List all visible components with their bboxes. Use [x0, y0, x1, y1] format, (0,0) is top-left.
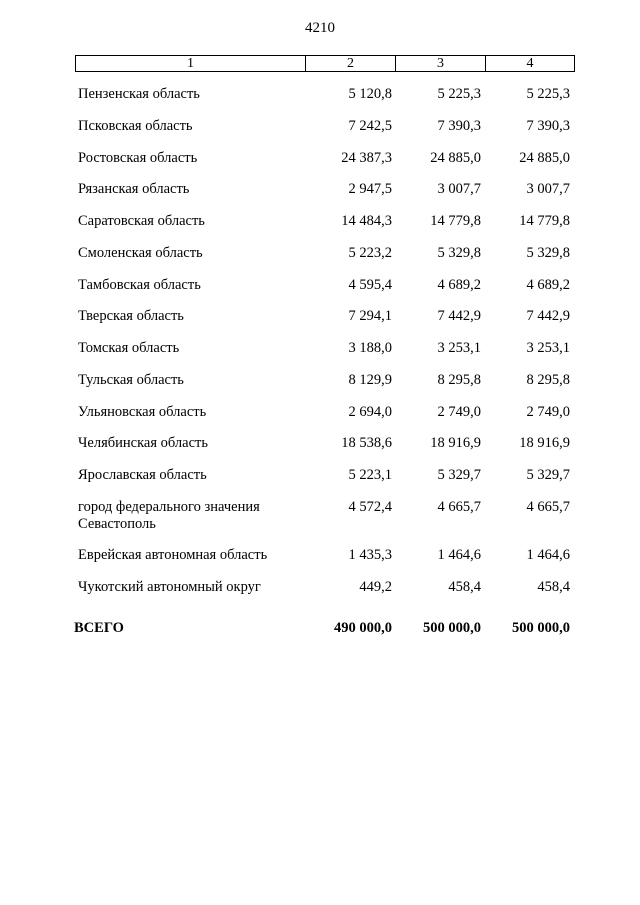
header-col-2: 2: [306, 56, 396, 71]
value-col-4: 2 749,0: [526, 403, 570, 420]
region-name: Ростовская область: [78, 149, 198, 166]
value-col-2: 14 484,3: [341, 213, 392, 229]
value-col-2: 3 188,0: [348, 340, 392, 356]
table-row: [0, 340, 640, 372]
table-row: [0, 308, 640, 340]
value-col-4: 4 665,7: [526, 498, 570, 515]
total-col-2: 490 000,0: [334, 620, 392, 636]
value-col-2: 1 435,3: [348, 546, 392, 563]
region-name: Тверская область: [78, 308, 184, 325]
value-col-2: 8 129,9: [348, 371, 392, 388]
value-col-3: 3 007,7: [437, 181, 481, 198]
value-col-2: 7 242,5: [348, 117, 392, 134]
value-col-2: 24 387,3: [341, 149, 392, 166]
table-row: [0, 499, 640, 547]
value-col-3: 8 295,8: [437, 371, 481, 388]
value-col-4: 1 464,6: [526, 546, 570, 563]
header-col-3: 3: [396, 56, 486, 71]
region-name: Чукотский автономный округ: [78, 578, 261, 595]
value-col-2: 5 223,1: [348, 467, 392, 483]
value-col-3: 7 442,9: [437, 308, 481, 325]
page-number: 4210: [305, 20, 335, 36]
value-col-4: 7 390,3: [526, 117, 570, 134]
value-col-4: 3 007,7: [526, 181, 570, 198]
value-col-4: 7 442,9: [526, 308, 570, 325]
total-col-3: 500 000,0: [423, 620, 481, 636]
value-col-4: 5 329,7: [526, 467, 570, 483]
total-label: ВСЕГО: [74, 620, 124, 636]
region-name: Ярославская область: [78, 467, 207, 483]
table-row: [0, 118, 640, 150]
value-col-3: 4 689,2: [437, 276, 481, 293]
table-row: [0, 277, 640, 309]
value-col-2: 18 538,6: [341, 435, 392, 452]
region-name: Тульская область: [78, 371, 184, 388]
table-body: [0, 86, 640, 610]
table-row: [0, 181, 640, 213]
value-col-4: 18 916,9: [519, 435, 570, 452]
value-col-2: 4 595,4: [348, 276, 392, 293]
value-col-2: 2 947,5: [348, 181, 392, 198]
value-col-4: 458,4: [537, 578, 570, 595]
header-col-4: 4: [526, 56, 534, 71]
region-name: Рязанская область: [78, 181, 190, 198]
total-col-4: 500 000,0: [512, 620, 570, 636]
value-col-4: 3 253,1: [526, 340, 570, 356]
value-col-3: 1 464,6: [437, 546, 481, 563]
value-col-3: 14 779,8: [430, 213, 481, 229]
value-col-3: 5 329,8: [437, 244, 481, 261]
value-col-2: 5 120,8: [348, 86, 392, 102]
value-col-2: 5 223,2: [348, 244, 392, 261]
value-col-4: 24 885,0: [519, 149, 570, 166]
value-col-3: 18 916,9: [430, 435, 481, 452]
value-col-3: 24 885,0: [430, 149, 481, 166]
table-row: [0, 579, 640, 611]
table-row: [0, 404, 640, 436]
header-col-1: 1: [76, 56, 306, 71]
value-col-2: 7 294,1: [348, 308, 392, 325]
region-name: Челябинская область: [78, 435, 208, 452]
region-name: Еврейская автономная область: [78, 546, 268, 563]
value-col-4: 8 295,8: [526, 371, 570, 388]
region-name: Псковская область: [78, 117, 193, 134]
value-col-4: 5 225,3: [526, 86, 570, 102]
value-col-3: 5 329,7: [437, 467, 481, 483]
region-name: город федерального значения Севастополь: [78, 498, 260, 532]
table-row: [0, 245, 640, 277]
region-name: Смоленская область: [78, 244, 203, 261]
table-row: [0, 547, 640, 579]
value-col-3: 458,4: [448, 578, 481, 595]
value-col-4: 4 689,2: [526, 276, 570, 293]
value-col-3: 7 390,3: [437, 117, 481, 134]
value-col-4: 5 329,8: [526, 244, 570, 261]
table-row: [0, 435, 640, 467]
table-row: [0, 372, 640, 404]
table-header: [75, 55, 575, 72]
table-row: [0, 213, 640, 245]
region-name: Тамбовская область: [78, 276, 201, 293]
table-row: [0, 150, 640, 182]
region-name: Саратовская область: [78, 213, 205, 229]
table-row: [0, 467, 640, 499]
region-name: Томская область: [78, 340, 180, 356]
value-col-3: 3 253,1: [437, 340, 481, 356]
value-col-3: 2 749,0: [437, 403, 481, 420]
region-name: Ульяновская область: [78, 403, 207, 420]
table-row: [0, 86, 640, 118]
value-col-3: 5 225,3: [437, 86, 481, 102]
value-col-4: 14 779,8: [519, 213, 570, 229]
value-col-2: 4 572,4: [348, 498, 392, 515]
value-col-3: 4 665,7: [437, 498, 481, 515]
value-col-2: 449,2: [359, 578, 392, 595]
total-row: [0, 620, 640, 640]
region-name: Пензенская область: [78, 86, 200, 102]
value-col-2: 2 694,0: [348, 403, 392, 420]
